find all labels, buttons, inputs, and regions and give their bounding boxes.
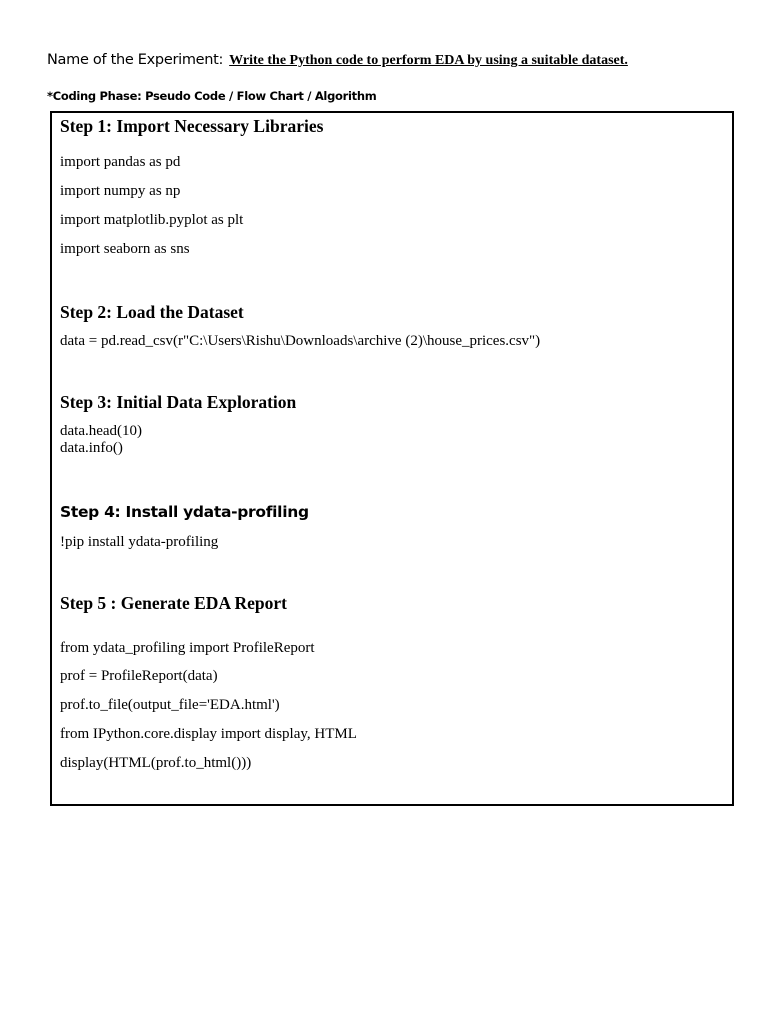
step-5-line: from IPython.core.display import display, HTML xyxy=(60,726,357,742)
experiment-title xyxy=(47,51,628,69)
experiment-name: Write the Python code to perform EDA by using a suitable dataset. xyxy=(229,53,628,68)
step-1-line: import numpy as np xyxy=(60,183,181,199)
step-1-heading: Step 1: Import Necessary Libraries xyxy=(60,116,324,136)
step-4-heading: Step 4: Install ydata-profiling xyxy=(60,503,309,521)
coding-phase-note: *Coding Phase: Pseudo Code / Flow Chart / Algorithm xyxy=(47,89,377,103)
step-3-heading: Step 3: Initial Data Exploration xyxy=(60,392,297,412)
step-5-line: prof.to_file(output_file='EDA.html') xyxy=(60,697,280,713)
step-4-line: !pip install ydata-profiling xyxy=(60,534,219,550)
step-5-heading: Step 5 : Generate EDA Report xyxy=(60,593,287,613)
step-5-line: prof = ProfileReport(data) xyxy=(60,668,218,684)
step-2-line: data = pd.read_csv(r"C:\Users\Rishu\Downloads\archive (2)\house_prices.csv") xyxy=(60,333,541,349)
step-1-line: import matplotlib.pyplot as plt xyxy=(60,212,244,228)
step-1-line: import pandas as pd xyxy=(60,154,181,170)
experiment-label: Name of the Experiment: xyxy=(47,52,224,68)
step-2-heading: Step 2: Load the Dataset xyxy=(60,302,244,322)
step-5-line: display(HTML(prof.to_html())) xyxy=(60,755,252,771)
step-1-line: import seaborn as sns xyxy=(60,241,190,257)
step-3-line: data.info() xyxy=(60,440,123,456)
step-3-line: data.head(10) xyxy=(60,423,143,439)
step-5-line: from ydata_profiling import ProfileReport xyxy=(60,640,315,656)
